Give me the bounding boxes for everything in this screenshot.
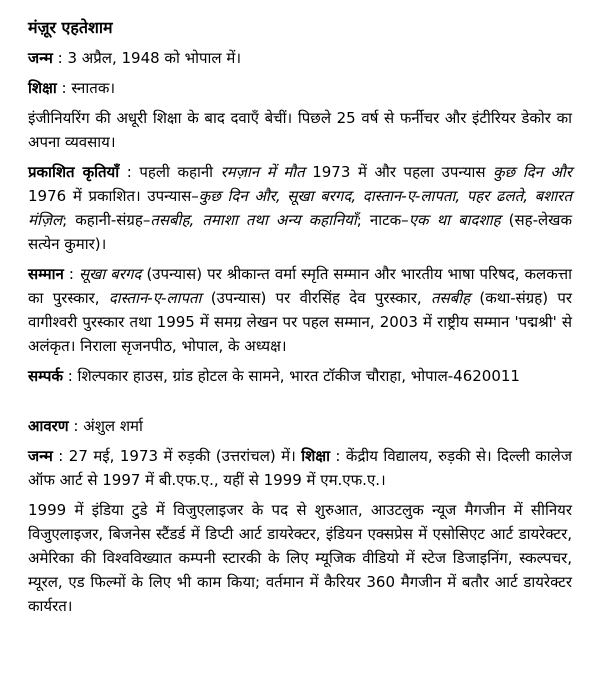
- works-run: एक था बादशाह: [408, 211, 501, 229]
- author-bio: इंजीनियरिंग की अधूरी शिक्षा के बाद दवाएँ बेचीं। पिछले 25 वर्ष से फर्नीचर और इंटीरियर डेकोर का अपना व्यवसाय।: [28, 109, 572, 151]
- author-works: [28, 160, 572, 256]
- awards-run: सूखा बरगद: [78, 265, 142, 283]
- author-awards: [28, 262, 572, 358]
- cover-line: [28, 414, 572, 438]
- author-works-label: प्रकाशित कृतियाँ: [28, 163, 120, 181]
- awards-run: (कथा-संग्रह) पर वागीश्वरी पुरस्कार तथा 1995 में समग्र लेखन पर पहल सम्मान, 2003 में राष्ट्रीय सम्मान 'पद्मश्री' से अलंकृत। निराला सृजनपीठ, भोपाल, के अध्यक्ष।: [28, 289, 573, 355]
- author-edu-text: : स्नातक।: [56, 79, 116, 97]
- awards-run: तसबीह: [430, 289, 471, 307]
- author-birth-text: : 3 अप्रैल, 1948 को भोपाल में।: [52, 49, 242, 67]
- works-run: ; कहानी-संग्रह–: [62, 211, 151, 229]
- cover-edu-text: : केंद्रीय विद्यालय, रुड़की से। दिल्ली कालेज ऑफ आर्ट से 1997 में बी.एफ.ए., यहीं से 1999 में एम.एफ.ए.।: [28, 447, 572, 489]
- author-contact-text: : शिल्पकार हाउस, ग्रांड होटल के सामने, भारत टॉकीज चौराहा, भोपाल-4620011: [62, 367, 520, 385]
- author-contact-label: सम्पर्क: [28, 367, 63, 385]
- author-awards-text: [28, 265, 572, 355]
- author-edu-line: [28, 76, 572, 100]
- cover-bio: 1999 में इंडिया टुडे में विजुएलाइजर के पद से शुरुआत, आउटलुक न्यूज मैगजीन में सीनियर विजुएलाइजर, बिजनेस स्टैंडर्ड में डिप्टी आर्ट डायरेक्टर, इंडियन एक्सप्रेस में एसोसिएट आर्ट डायरेक्टर, अमेरिका की विश्वविख्यात कम्पनी स्टारकी के लिए म्यूजिक वीडियो में स्टेज डिजाइनिंग, स्कल्पचर, म्यूरल, एड फिल्मों के लिए भी काम किया; वर्तमान में कैरियर 360 मैगजीन में बतौर आर्ट डायरेक्टर कार्यरत।: [28, 501, 572, 615]
- works-run: रमज़ान में मौत: [220, 163, 305, 181]
- works-run: (सह-लेखक सत्येन कुमार)।: [28, 211, 572, 253]
- works-run: 1976 में प्रकाशित। उपन्यास–: [28, 187, 199, 205]
- works-run: तसबीह, तमाशा तथा अन्य कहानियाँ: [150, 211, 357, 229]
- cover-birth-label: जन्म: [28, 447, 53, 465]
- works-run: ; नाटक–: [356, 211, 409, 229]
- cover-birth-text: : 27 मई, 1973 में रुड़की (उत्तरांचल) में।: [52, 447, 302, 465]
- awards-run: (उपन्यास) पर श्रीकान्त वर्मा स्मृति सम्मान और भारतीय भाषा परिषद, कलकत्ता का पुरस्कार,: [28, 265, 572, 307]
- cover-name: : अंशुल शर्मा: [68, 417, 143, 435]
- author-birth-line: [28, 46, 572, 70]
- works-run: कुछ दिन और: [493, 163, 573, 181]
- awards-run: दास्तान-ए-लापता: [108, 289, 202, 307]
- works-run: : पहली कहानी: [119, 163, 221, 181]
- awards-run: (उपन्यास) पर वीरसिंह देव पुरस्कार,: [201, 289, 431, 307]
- author-awards-label: सम्मान: [28, 265, 64, 283]
- awards-run: :: [63, 265, 79, 283]
- works-run: 1973 में और पहला उपन्यास: [304, 163, 494, 181]
- author-edu-label: शिक्षा: [28, 79, 57, 97]
- works-run: कुछ दिन और, सूखा बरगद, दास्तान-ए-लापता, पहर ढलते, बशारत मंज़िल: [28, 187, 572, 229]
- cover-birth-edu: [28, 444, 572, 492]
- cover-label: आवरण: [28, 417, 69, 435]
- author-birth-label: जन्म: [28, 49, 53, 67]
- author-contact: [28, 364, 572, 388]
- author-name: मंज़ूर एहतेशाम: [28, 18, 113, 37]
- section-gap: [28, 394, 572, 414]
- cover-edu-label: शिक्षा: [301, 447, 330, 465]
